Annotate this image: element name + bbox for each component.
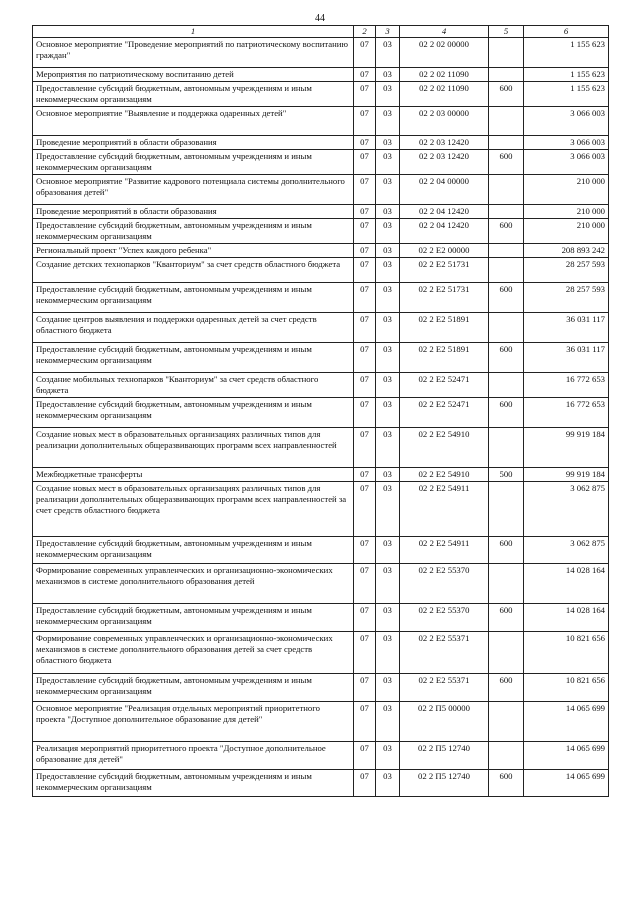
table-row [33,175,609,205]
row-subsection-cell: 03 [376,313,400,343]
row-section-cell: 07 [354,537,376,564]
row-amount-cell: 28 257 593 [524,258,609,283]
row-code-cell: 02 2 E2 51731 [400,258,489,283]
row-name-cell: Создание новых мест в образовательных организациях различных типов для реализации дополнительных общеразвивающих программ всех направленностей [33,428,354,468]
table-row [33,373,609,398]
row-name-cell: Предоставление субсидий бюджетным, автономным учреждениям и иным некоммерческим организациям [33,82,354,107]
row-name-cell: Предоставление субсидий бюджетным, автономным учреждениям и иным некоммерческим организациям [33,770,354,797]
row-code-cell: 02 2 02 00000 [400,38,489,68]
row-subsection-cell: 03 [376,136,400,150]
row-amount-cell: 16 772 653 [524,398,609,428]
row-amount-cell: 28 257 593 [524,283,609,313]
row-name-cell: Предоставление субсидий бюджетным, автономным учреждениям и иным некоммерческим организациям [33,343,354,373]
row-name-cell: Предоставление субсидий бюджетным, автономным учреждениям и иным некоммерческим организациям [33,150,354,175]
row-amount-cell: 14 028 164 [524,604,609,632]
row-code-cell: 02 2 E2 00000 [400,244,489,258]
row-code-cell: 02 2 E2 55370 [400,564,489,604]
row-amount-cell: 99 919 184 [524,468,609,482]
row-code-cell: 02 2 04 12420 [400,219,489,244]
row-name-cell: Основное мероприятие "Выявление и поддержка одаренных детей" [33,107,354,136]
row-code-cell: 02 2 E2 54911 [400,482,489,537]
row-amount-cell: 36 031 117 [524,313,609,343]
row-section-cell: 07 [354,82,376,107]
row-expense-type-cell: 600 [489,537,524,564]
row-code-cell: 02 2 02 11090 [400,82,489,107]
row-amount-cell: 10 821 656 [524,632,609,674]
row-amount-cell: 14 065 699 [524,702,609,742]
row-section-cell: 07 [354,150,376,175]
table-row [33,68,609,82]
table-row [33,468,609,482]
row-section-cell: 07 [354,564,376,604]
header-cell: 4 [400,26,489,38]
table-row [33,537,609,564]
table-row [33,205,609,219]
table-row [33,482,609,537]
row-amount-cell: 210 000 [524,205,609,219]
row-amount-cell: 14 065 699 [524,770,609,797]
row-subsection-cell: 03 [376,468,400,482]
budget-table [32,25,609,797]
row-subsection-cell: 03 [376,674,400,702]
header-cell: 5 [489,26,524,38]
row-name-cell: Создание новых мест в образовательных организациях различных типов для реализации дополнительных общеразвивающих программ всех направленностей за счет средств областного бюджета [33,482,354,537]
row-section-cell: 07 [354,674,376,702]
table-row [33,398,609,428]
row-section-cell: 07 [354,258,376,283]
row-name-cell: Проведение мероприятий в области образования [33,205,354,219]
table-row [33,38,609,68]
row-subsection-cell: 03 [376,175,400,205]
table-row [33,343,609,373]
row-section-cell: 07 [354,219,376,244]
row-code-cell: 02 2 E2 51891 [400,343,489,373]
row-amount-cell: 99 919 184 [524,428,609,468]
row-name-cell: Создание центров выявления и поддержки одаренных детей за счет средств областного бюджета [33,313,354,343]
table-row [33,244,609,258]
row-expense-type-cell [489,428,524,468]
row-code-cell: 02 2 П5 12740 [400,742,489,770]
row-section-cell: 07 [354,38,376,68]
row-section-cell: 07 [354,136,376,150]
row-code-cell: 02 2 E2 54911 [400,537,489,564]
page-number: 44 [315,13,325,24]
row-section-cell: 07 [354,770,376,797]
row-section-cell: 07 [354,313,376,343]
row-section-cell: 07 [354,175,376,205]
row-amount-cell: 10 821 656 [524,674,609,702]
row-expense-type-cell [489,742,524,770]
row-subsection-cell: 03 [376,205,400,219]
row-code-cell: 02 2 E2 54910 [400,468,489,482]
row-name-cell: Формирование современных управленческих и организационно-экономических механизмов в системе дополнительного образования детей [33,564,354,604]
table-row [33,82,609,107]
table-row [33,770,609,797]
row-subsection-cell: 03 [376,258,400,283]
row-expense-type-cell [489,244,524,258]
row-expense-type-cell: 600 [489,343,524,373]
row-name-cell: Основное мероприятие "Реализация отдельных мероприятий приоритетного проекта "Доступное дополнительное образование для детей" [33,702,354,742]
row-expense-type-cell [489,68,524,82]
row-section-cell: 07 [354,702,376,742]
row-amount-cell: 1 155 623 [524,38,609,68]
row-expense-type-cell [489,175,524,205]
row-expense-type-cell [489,564,524,604]
row-code-cell: 02 2 E2 52471 [400,398,489,428]
row-code-cell: 02 2 03 12420 [400,136,489,150]
table-row [33,150,609,175]
row-section-cell: 07 [354,205,376,219]
row-name-cell: Предоставление субсидий бюджетным, автономным учреждениям и иным некоммерческим организациям [33,398,354,428]
table-row [33,219,609,244]
table-body [33,38,609,797]
table-row [33,258,609,283]
row-amount-cell: 14 065 699 [524,742,609,770]
row-section-cell: 07 [354,373,376,398]
row-amount-cell: 1 155 623 [524,82,609,107]
row-name-cell: Региональный проект "Успех каждого ребенка" [33,244,354,258]
row-name-cell: Основное мероприятие "Проведение мероприятий по патриотическому воспитанию граждан" [33,38,354,68]
row-name-cell: Межбюджетные трансферты [33,468,354,482]
row-amount-cell: 3 066 003 [524,107,609,136]
row-expense-type-cell: 600 [489,398,524,428]
row-subsection-cell: 03 [376,283,400,313]
row-subsection-cell: 03 [376,742,400,770]
row-code-cell: 02 2 03 00000 [400,107,489,136]
table-row [33,632,609,674]
row-subsection-cell: 03 [376,428,400,468]
row-amount-cell: 14 028 164 [524,564,609,604]
row-name-cell: Предоставление субсидий бюджетным, автономным учреждениям и иным некоммерческим организациям [33,283,354,313]
row-expense-type-cell: 600 [489,150,524,175]
row-code-cell: 02 2 E2 51731 [400,283,489,313]
row-code-cell: 02 2 E2 52471 [400,373,489,398]
row-amount-cell: 3 062 875 [524,482,609,537]
row-subsection-cell: 03 [376,150,400,175]
row-section-cell: 07 [354,107,376,136]
row-expense-type-cell: 600 [489,82,524,107]
row-subsection-cell: 03 [376,107,400,136]
header-cell: 1 [33,26,354,38]
row-name-cell: Формирование современных управленческих и организационно-экономических механизмов в системе дополнительного образования детей за счет средств областного бюджета [33,632,354,674]
row-code-cell: 02 2 04 00000 [400,175,489,205]
row-expense-type-cell: 600 [489,283,524,313]
row-name-cell: Реализация мероприятий приоритетного проекта "Доступное дополнительное образование для детей" [33,742,354,770]
row-code-cell: 02 2 04 12420 [400,205,489,219]
row-name-cell: Предоставление субсидий бюджетным, автономным учреждениям и иным некоммерческим организациям [33,604,354,632]
row-expense-type-cell [489,38,524,68]
row-section-cell: 07 [354,283,376,313]
table-row [33,742,609,770]
row-code-cell: 02 2 03 12420 [400,150,489,175]
row-section-cell: 07 [354,604,376,632]
row-subsection-cell: 03 [376,373,400,398]
row-code-cell: 02 2 E2 55371 [400,674,489,702]
header-cell: 3 [376,26,400,38]
row-name-cell: Мероприятия по патриотическому воспитанию детей [33,68,354,82]
row-code-cell: 02 2 02 11090 [400,68,489,82]
row-code-cell: 02 2 E2 51891 [400,313,489,343]
row-section-cell: 07 [354,68,376,82]
row-expense-type-cell [489,373,524,398]
row-expense-type-cell [489,136,524,150]
row-name-cell: Проведение мероприятий в области образования [33,136,354,150]
row-expense-type-cell [489,702,524,742]
row-name-cell: Предоставление субсидий бюджетным, автономным учреждениям и иным некоммерческим организациям [33,674,354,702]
table-row [33,428,609,468]
table-row [33,107,609,136]
row-subsection-cell: 03 [376,343,400,373]
row-subsection-cell: 03 [376,398,400,428]
row-expense-type-cell [489,205,524,219]
row-subsection-cell: 03 [376,564,400,604]
row-expense-type-cell: 500 [489,468,524,482]
row-amount-cell: 3 066 003 [524,150,609,175]
row-subsection-cell: 03 [376,82,400,107]
row-name-cell: Создание мобильных технопарков "Кванториум" за счет средств областного бюджета [33,373,354,398]
row-amount-cell: 208 893 242 [524,244,609,258]
row-subsection-cell: 03 [376,482,400,537]
row-expense-type-cell [489,313,524,343]
row-expense-type-cell: 600 [489,604,524,632]
row-section-cell: 07 [354,482,376,537]
row-section-cell: 07 [354,468,376,482]
row-subsection-cell: 03 [376,770,400,797]
row-section-cell: 07 [354,398,376,428]
row-section-cell: 07 [354,428,376,468]
row-name-cell: Основное мероприятие "Развитие кадрового потенциала системы дополнительного образования детей" [33,175,354,205]
row-amount-cell: 3 066 003 [524,136,609,150]
table-row [33,283,609,313]
row-expense-type-cell: 600 [489,219,524,244]
table-row [33,313,609,343]
table-row [33,564,609,604]
row-section-cell: 07 [354,742,376,770]
row-subsection-cell: 03 [376,219,400,244]
table-row [33,702,609,742]
row-subsection-cell: 03 [376,537,400,564]
row-expense-type-cell [489,632,524,674]
row-amount-cell: 36 031 117 [524,343,609,373]
row-subsection-cell: 03 [376,702,400,742]
row-name-cell: Предоставление субсидий бюджетным, автономным учреждениям и иным некоммерческим организациям [33,219,354,244]
row-code-cell: 02 2 П5 00000 [400,702,489,742]
row-subsection-cell: 03 [376,632,400,674]
table-row [33,604,609,632]
header-cell: 2 [354,26,376,38]
header-row [33,26,609,38]
row-expense-type-cell [489,482,524,537]
row-amount-cell: 210 000 [524,175,609,205]
row-subsection-cell: 03 [376,38,400,68]
row-amount-cell: 3 062 875 [524,537,609,564]
table-row [33,674,609,702]
row-code-cell: 02 2 E2 54910 [400,428,489,468]
row-amount-cell: 210 000 [524,219,609,244]
row-subsection-cell: 03 [376,244,400,258]
row-subsection-cell: 03 [376,604,400,632]
header-cell: 6 [524,26,609,38]
row-section-cell: 07 [354,244,376,258]
row-expense-type-cell: 600 [489,770,524,797]
row-expense-type-cell [489,107,524,136]
row-code-cell: 02 2 E2 55370 [400,604,489,632]
row-amount-cell: 1 155 623 [524,68,609,82]
row-name-cell: Создание детских технопарков "Кванториум" за счет средств областного бюджета [33,258,354,283]
row-name-cell: Предоставление субсидий бюджетным, автономным учреждениям и иным некоммерческим организациям [33,537,354,564]
row-code-cell: 02 2 П5 12740 [400,770,489,797]
table-row [33,136,609,150]
row-expense-type-cell [489,258,524,283]
row-subsection-cell: 03 [376,68,400,82]
row-amount-cell: 16 772 653 [524,373,609,398]
row-code-cell: 02 2 E2 55371 [400,632,489,674]
row-section-cell: 07 [354,632,376,674]
row-expense-type-cell: 600 [489,674,524,702]
row-section-cell: 07 [354,343,376,373]
